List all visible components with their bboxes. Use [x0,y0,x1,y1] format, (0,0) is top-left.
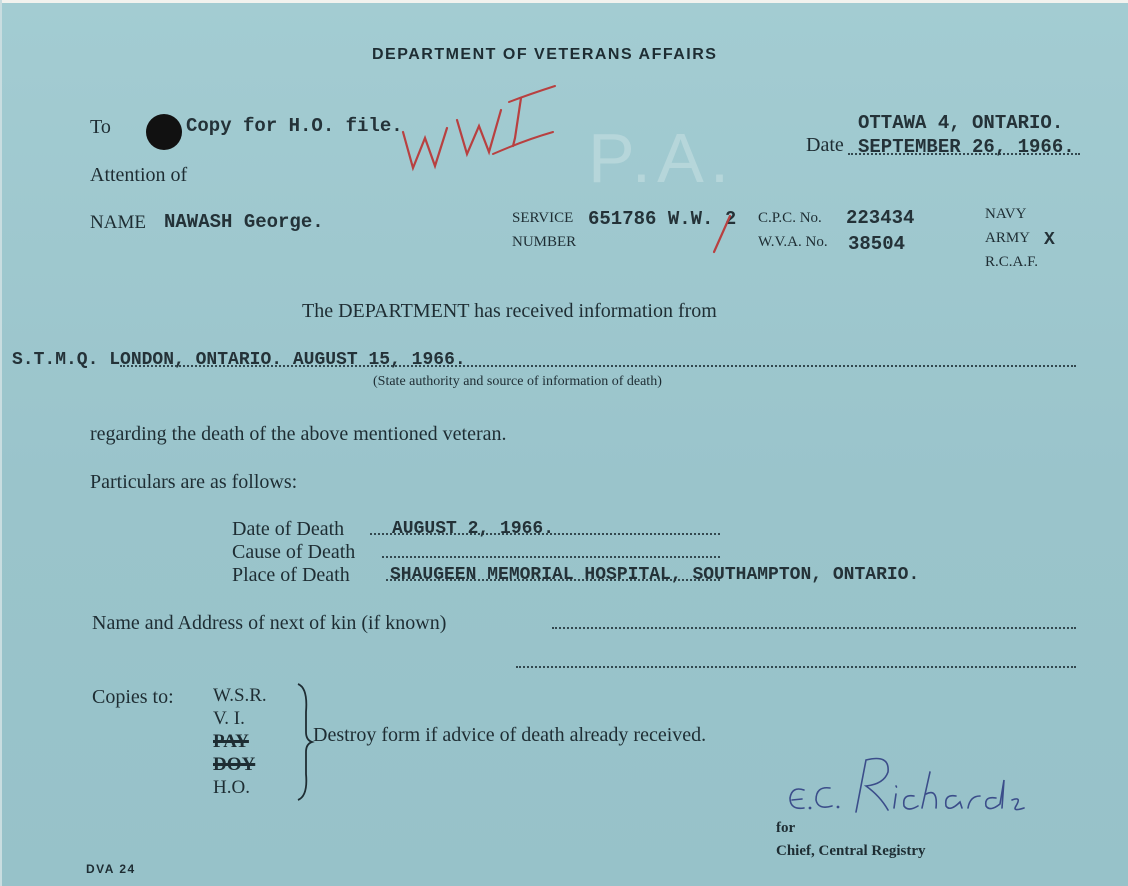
next-of-kin-line-1 [552,627,1076,629]
form-code: DVA 24 [86,862,136,876]
copies-label: Copies to: [92,686,174,708]
destroy-note: Destroy form if advice of death already received. [313,724,707,746]
handwritten-ww-annotation [395,80,565,180]
copies-item-struck: PAY [213,731,249,752]
date-value: SEPTEMBER 26, 1966. [858,136,1075,158]
place-of-death-label: Place of Death [232,564,350,586]
pa-stamp: P.A. [588,119,736,197]
branch-rcaf: R.C.A.F. [985,254,1038,270]
cpc-label: C.P.C. No. [758,210,822,226]
source-value: S.T.M.Q. LONDON, ONTARIO. AUGUST 15, 1966. [12,350,466,370]
cause-of-death-line [382,556,720,558]
city: OTTAWA 4, ONTARIO. [858,112,1064,134]
copies-item-struck: DOY [213,754,256,775]
regarding-text: regarding the death of the above mentioned veteran. [90,423,507,445]
number-label: NUMBER [512,234,577,250]
signature [780,750,1050,830]
chief-registry: Chief, Central Registry [776,843,926,859]
copies-list [213,684,267,799]
army-mark: X [1044,230,1055,250]
date-label: Date [806,134,844,156]
for-label: for [776,820,796,836]
copies-item: H.O. [213,777,250,798]
branch-army: ARMY [985,230,1031,246]
branch-navy: NAVY [985,206,1027,222]
paper-edge-left [0,0,2,886]
cause-of-death-label: Cause of Death [232,541,356,563]
cpc-number: 223434 [846,207,915,229]
wva-label: W.V.A. No. [758,234,828,250]
attention-label: Attention of [90,164,188,186]
copy-for-file: Copy for H.O. file. [186,115,403,137]
service-label: SERVICE [512,210,574,226]
wva-number: 38504 [848,233,906,255]
service-number-pen-stroke [708,212,738,256]
paper-edge [0,0,1128,3]
veteran-name: NAWASH George. [164,211,324,233]
date-of-death-label: Date of Death [232,518,345,540]
name-label: NAME [90,212,146,233]
place-of-death-value: SHAUGEEN MEMORIAL HOSPITAL, SOUTHAMPTON, ONTARIO. [390,565,920,585]
copies-item: W.S.R. [213,685,267,706]
received-line: The DEPARTMENT has received information from [302,300,717,322]
to-label: To [90,116,111,138]
next-of-kin-label: Name and Address of next of kin (if known) [92,612,447,634]
redaction-dot [146,114,182,150]
date-of-death-value: AUGUST 2, 1966. [392,519,555,539]
copies-item: V. I. [213,708,245,729]
service-number: 651786 W.W. 2 [588,208,737,230]
department-title: DEPARTMENT OF VETERANS AFFAIRS [372,46,718,63]
source-line [120,365,1076,367]
source-caption: (State authority and source of information of death) [373,374,662,389]
particulars-heading: Particulars are as follows: [90,471,298,493]
next-of-kin-line-2 [516,666,1076,668]
